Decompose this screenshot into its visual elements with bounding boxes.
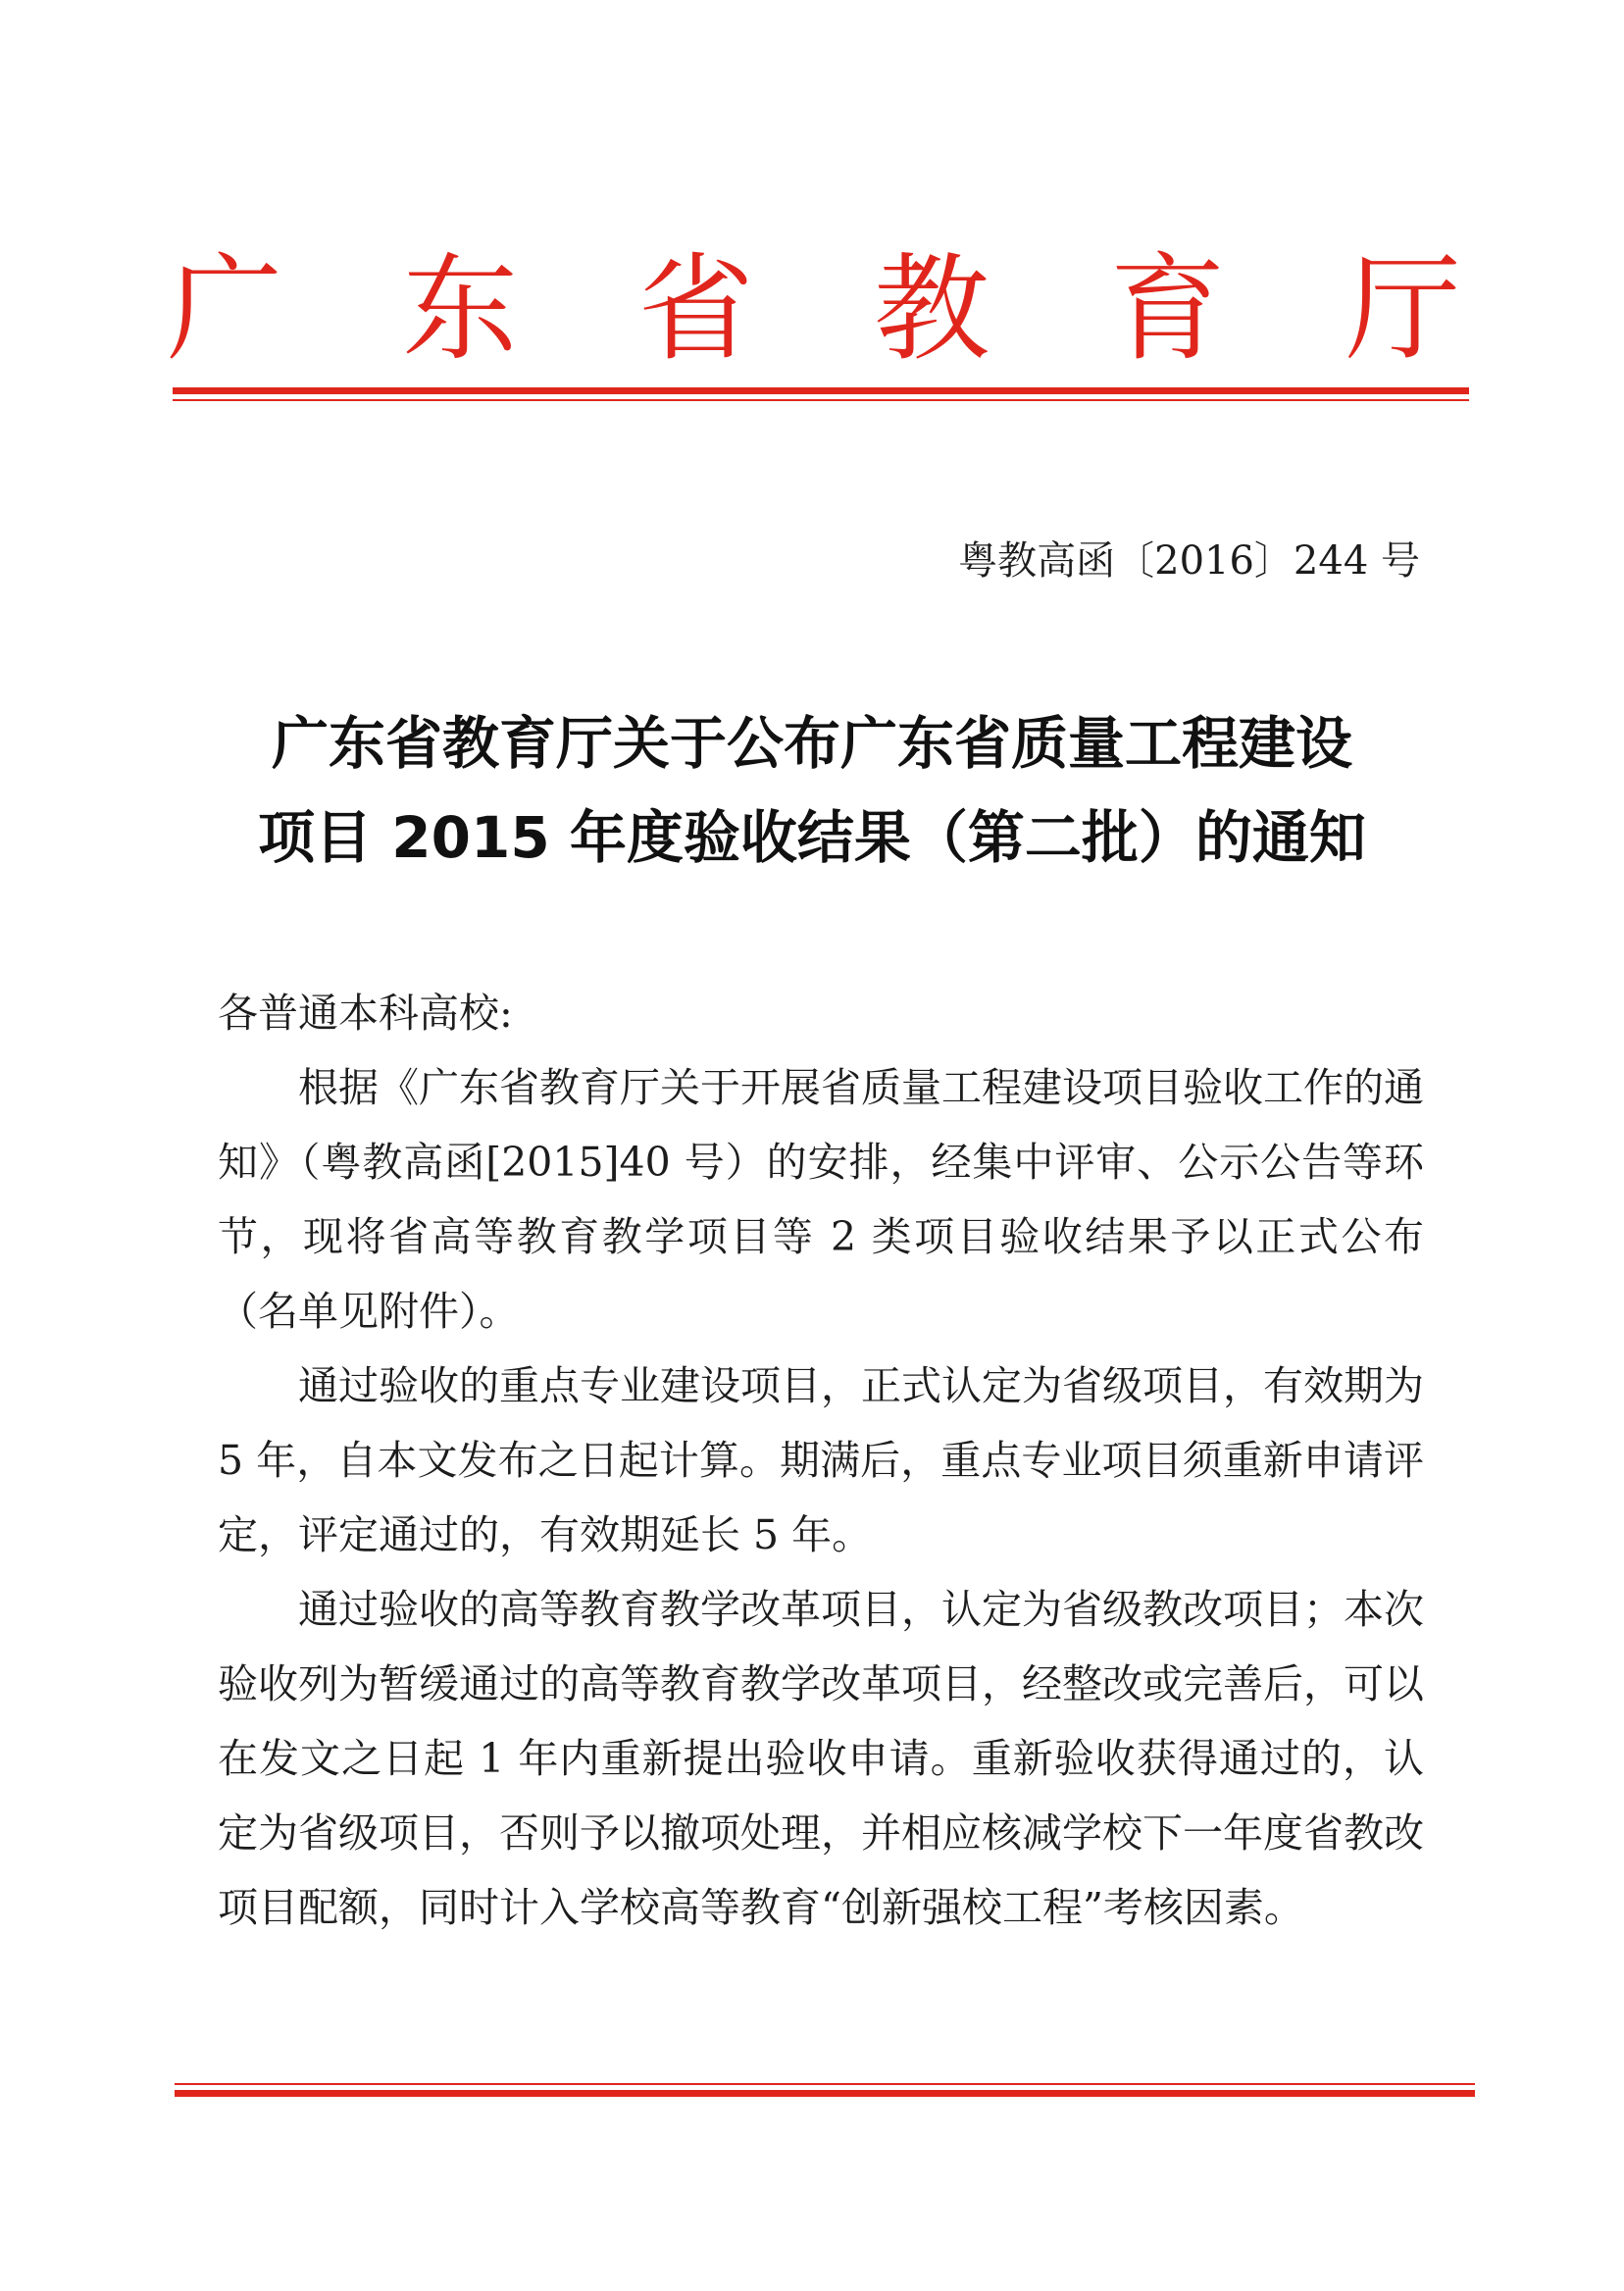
document-body	[218, 976, 1424, 1945]
masthead-char: 广	[167, 241, 283, 377]
red-rule-bottom-thick	[175, 2090, 1475, 2097]
body-paragraph: 通过验收的高等教育教学改革项目，认定为省级教改项目；本次验收列为暂缓通过的高等教育教学改革项目，经整改或完善后，可以在发文之日起 1 年内重新提出验收申请。重新验收获得通过的，认定为省级项目，否则予以撤项处理，并相应核减学校下一年度省教改项目配额，同时计入学校高等教育“创新强校工程”考核因素。	[218, 1586, 1424, 1931]
title-line-1: 广东省教育厅关于公布广东省质量工程建设	[271, 710, 1352, 777]
body-paragraph: 根据《广东省教育厅关于开展省质量工程建设项目验收工作的通知》（粤教高函[2015]40 号）的安排，经集中评审、公示公告等环节，现将省高等教育教学项目等 2 类项目验收结果予以正式公布（名单见附件）。	[218, 1064, 1424, 1335]
document-title	[196, 696, 1428, 885]
red-rule-top-thick	[173, 387, 1469, 394]
masthead-char: 东	[402, 241, 519, 377]
masthead-char: 厅	[1345, 241, 1461, 377]
body-paragraph: 通过验收的重点专业建设项目，正式认定为省级项目，有效期为 5 年，自本文发布之日起计算。期满后，重点专业项目须重新申请评定，评定通过的，有效期延长 5 年。	[218, 1362, 1424, 1558]
title-line-2: 项目 2015 年度验收结果（第二批）的通知	[258, 804, 1366, 871]
masthead-char: 省	[637, 241, 754, 377]
salutation: 各普通本科高校:	[218, 990, 513, 1037]
red-rule-bottom-thin	[175, 2083, 1475, 2085]
masthead-title	[167, 235, 1461, 382]
document-number: 粤教高函〔2016〕244 号	[958, 538, 1420, 584]
red-rule-top-thin	[173, 399, 1469, 401]
masthead-char: 育	[1109, 241, 1226, 377]
masthead-char: 教	[874, 241, 990, 377]
